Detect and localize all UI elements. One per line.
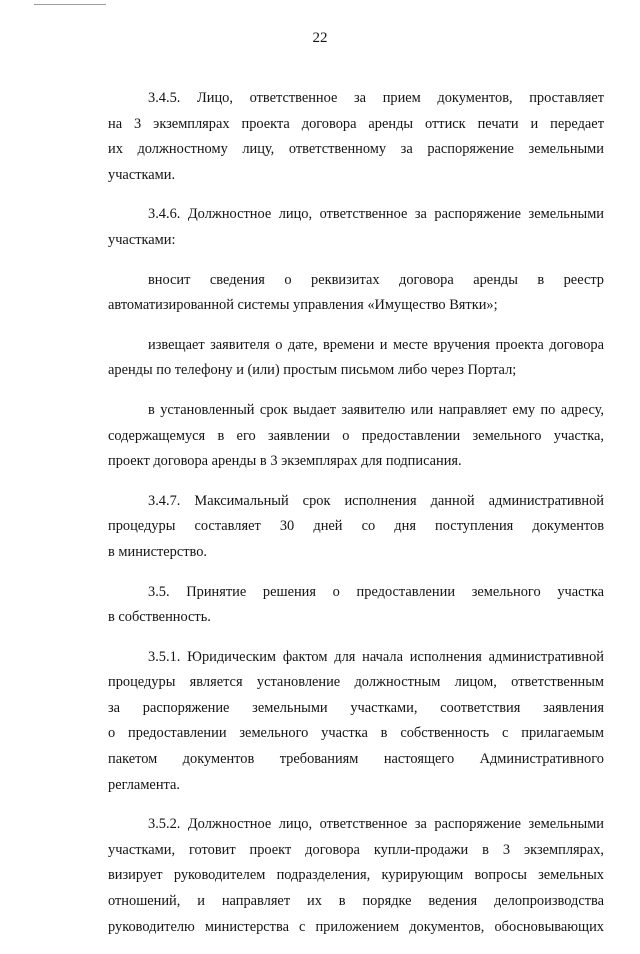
text-line: процедуры составляет 30 дней со дня поступления документов: [108, 518, 604, 535]
text-line: 3.4.5. Лицо, ответственное за прием документов, проставляет: [148, 90, 604, 106]
text-line: автоматизированной системы управления «Имущество Вятки»;: [108, 297, 498, 314]
paragraph-3-5-2: [108, 812, 604, 940]
scan-edge-mark: [34, 4, 106, 5]
document-body: [108, 86, 604, 954]
text-line: визирует руководителем подразделения, курирующим вопросы земельных: [108, 867, 604, 884]
page-number: 22: [312, 30, 328, 46]
paragraph-registry: [108, 268, 604, 319]
paragraph-3-5-1: [108, 645, 604, 799]
text-line: на 3 экземплярах проекта договора аренды оттиск печати и передает: [108, 115, 604, 132]
text-line: содержащемуся в его заявлении о предоставлении земельного участка,: [108, 427, 604, 444]
text-line: извещает заявителя о дате, времени и месте вручения проекта договора: [148, 336, 604, 353]
text-line: отношений, и направляет их в порядке ведения делопроизводства: [108, 893, 604, 910]
paragraph-3-4-5: [108, 86, 604, 188]
text-line: 3.5.1. Юридическим фактом для начала исполнения административной: [148, 648, 604, 665]
text-line: проект договора аренды в 3 экземплярах для подписания.: [108, 453, 462, 470]
text-line: руководителю министерства с приложением документов, обосновывающих: [108, 918, 604, 935]
text-line: вносит сведения о реквизитах договора аренды в реестр: [148, 271, 604, 288]
paragraph-notify: [108, 333, 604, 384]
text-line: пакетом документов требованиям настоящего Административного: [108, 751, 604, 768]
text-line: участками.: [108, 166, 176, 183]
paragraph-issue: [108, 398, 604, 475]
text-line: процедуры является установление должностным лицом, ответственным: [108, 674, 604, 691]
paragraph-3-4-7: [108, 489, 604, 566]
text-line: их должностному лицу, ответственному за распоряжение земельными: [108, 141, 604, 158]
text-line: о предоставлении земельного участка в собственность с прилагаемым: [108, 725, 604, 742]
text-line: 3.5.2. Должностное лицо, ответственное за распоряжение земельными: [148, 816, 604, 833]
text-line: в собственность.: [108, 609, 211, 626]
text-line: 3.5. Принятие решения о предоставлении земельного участка: [148, 583, 604, 600]
paragraph-3-5: [108, 580, 604, 631]
text-line: в установленный срок выдает заявителю или направляет ему по адресу,: [148, 401, 604, 418]
text-line: участками:: [108, 231, 176, 248]
text-line: 3.4.6. Должностное лицо, ответственное за распоряжение земельными: [148, 206, 604, 223]
text-line: в министерство.: [108, 543, 208, 560]
text-line: регламента.: [108, 776, 180, 793]
text-line: аренды по телефону и (или) простым письмом либо через Портал;: [108, 362, 517, 379]
text-line: участками, готовит проект договора купли-продажи в 3 экземплярах,: [108, 841, 604, 858]
text-line: 3.4.7. Максимальный срок исполнения данной административной: [148, 492, 604, 509]
paragraph-3-4-6: [108, 202, 604, 253]
text-line: за распоряжение земельными участками, соответствия заявления: [108, 699, 604, 716]
